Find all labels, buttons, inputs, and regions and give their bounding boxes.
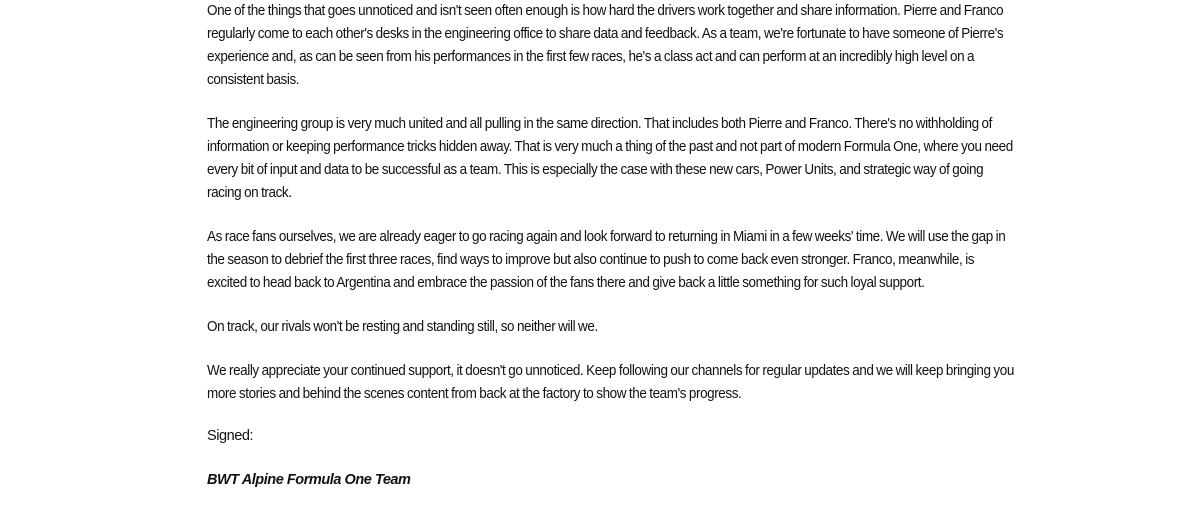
paragraph-engineering-group: The engineering group is very much united and all pulling in the same direction. That includes both Pierre and Franco. There's no withholding of information or keeping performance tricks hidden away. That is very much a thing of the past and not part of modern Formula One, where you need every bit of input and data to be successful as a team. This is especially the case with these new cars, Power Units, and strategic way of going racing on track. [207, 116, 1013, 201]
paragraph-drivers-collaboration: One of the things that goes unnoticed and isn't seen often enough is how hard the drivers work together and share information. Pierre and Franco regularly come to each other's desks in the engineering office to share data and feedback. As a team, we're fortunate to have someone of Pierre's experience and, as can be seen from his performances in the first few races, he's a class act and can perform at an incredibly high level on a consistent basis. [207, 3, 1004, 88]
signature-block [207, 425, 411, 492]
paragraph-support: We really appreciate your continued support, it doesn't go unnoticed. Keep following our channels for regular updates and we will keep bringing you more stories and behind the scenes content from back at the factory to show the team's progress. [207, 363, 1014, 402]
team-name: BWT Alpine Formula One Team [207, 472, 411, 488]
letter-body [207, 0, 1016, 427]
paragraph-race-fans: As race fans ourselves, we are already eager to go racing again and look forward to returning in Miami in a few weeks' time. We will use the gap in the season to debrief the first three races, find ways to improve but also continue to push to come back even stronger. Franco, meanwhile, is excited to head back to Argentina and embrace the passion of the fans there and give back a little something for such loyal support. [207, 229, 1006, 291]
paragraph-rivals: On track, our rivals won't be resting and standing still, so neither will we. [207, 319, 598, 335]
signed-label: Signed: [207, 428, 254, 444]
